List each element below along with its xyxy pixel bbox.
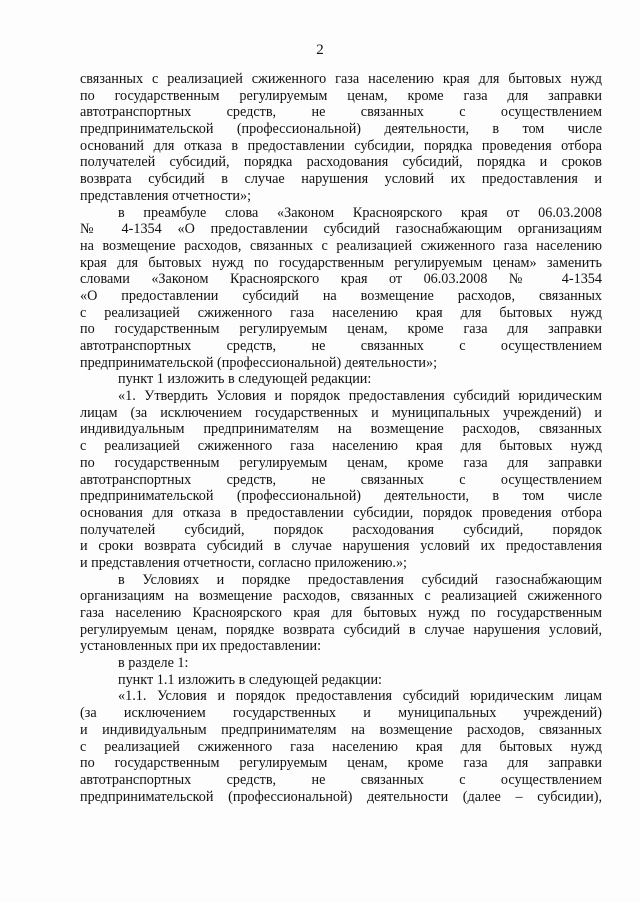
text-line: основания для отказа в предоставлении субсидии, порядок проведения отбора <box>80 504 602 521</box>
text-line: № 4-1354 «О предоставлении субсидий газоснабжающим организациям <box>80 221 602 238</box>
text-line: предпринимательской (профессиональной) деятельности»; <box>80 354 438 371</box>
text-line: представления отчетности»; <box>80 187 252 204</box>
text-line: «1.1. Условия и порядок предоставления субсидий юридическим лицам <box>118 688 602 705</box>
text-line: края для бытовых нужд по государственным регулируемым ценам» заменить <box>80 254 602 271</box>
text-line: с реализацией сжиженного газа населению края для бытовых нужд <box>80 304 602 321</box>
text-line: оснований для отказа в предоставлении субсидии, порядка проведения отбора <box>80 137 602 154</box>
document-body <box>80 71 602 805</box>
text-line: газа населению Красноярского края для бытовых нужд по государственным <box>80 605 602 621</box>
text-line: предпринимательской (профессиональной) деятельности (далее – субсидии), <box>80 788 602 805</box>
text-line: возврата субсидий в случае нарушения условий их предоставления и <box>80 171 602 188</box>
text-line: пункт 1.1 изложить в следующей редакции: <box>118 671 382 688</box>
text-line: индивидуальным предпринимателям на возмещение расходов, связанных <box>80 421 602 438</box>
text-line: и представления отчетности, согласно приложению.»; <box>80 554 408 571</box>
text-line: связанных с реализацией сжиженного газа населению края для бытовых нужд <box>80 71 602 87</box>
text-line: (за исключением государственных и муниципальных учреждений) <box>80 705 602 722</box>
text-line: предпринимательской (профессиональной) деятельности, в том числе <box>80 488 602 505</box>
text-line: автотранспортных средств, не связанных с осуществлением <box>80 338 602 354</box>
text-line: организациям на возмещение расходов, связанных с реализацией сжиженного <box>80 588 602 605</box>
text-line: регулируемым ценам, порядке возврата субсидий в случае нарушения условий, <box>80 621 602 638</box>
text-line: автотранспортных средств, не связанных с осуществлением <box>80 471 602 488</box>
text-line: в разделе 1: <box>118 655 189 672</box>
text-line: в преамбуле слова «Законом Красноярского края от 06.03.2008 <box>118 204 602 221</box>
text-line: получателей субсидий, порядка расходования субсидий, порядка и сроков <box>80 154 602 171</box>
text-line: и индивидуальным предпринимателям на возмещение расходов, связанных <box>80 721 602 738</box>
text-line: с реализацией сжиженного газа населению края для бытовых нужд <box>80 438 602 455</box>
text-line: «1. Утвердить Условия и порядок предоставления субсидий юридическим <box>118 388 602 405</box>
text-line: в Условиях и порядке предоставления субсидий газоснабжающим <box>118 571 602 588</box>
text-line: получателей субсидий, порядок расходования субсидий, порядок <box>80 521 602 538</box>
text-line: предпринимательской (профессиональной) деятельности, в том числе <box>80 121 602 138</box>
text-line: по государственным регулируемым ценам, кроме газа для заправки <box>80 755 602 772</box>
text-line: и сроки возврата субсидий в случае нарушения условий их предоставления <box>80 538 602 555</box>
text-line: автотранспортных средств, не связанных с осуществлением <box>80 771 602 788</box>
text-line: по государственным регулируемым ценам, кроме газа для заправки <box>80 454 602 471</box>
text-line: установленных при их предоставлении: <box>80 638 322 655</box>
text-line: «О предоставлении субсидий на возмещение расходов, связанных <box>80 287 602 304</box>
page-number: 2 <box>316 42 324 58</box>
text-line: по государственным регулируемым ценам, кроме газа для заправки <box>80 321 602 338</box>
text-line: словами «Законом Красноярского края от 06.03.2008 № 4-1354 <box>80 271 602 288</box>
text-line: пункт 1 изложить в следующей редакции: <box>118 371 372 388</box>
text-line: с реализацией сжиженного газа населению края для бытовых нужд <box>80 738 602 755</box>
text-line: по государственным регулируемым ценам, кроме газа для заправки <box>80 87 602 104</box>
text-line: автотранспортных средств, не связанных с осуществлением <box>80 104 602 121</box>
text-line: лицам (за исключением государственных и муниципальных учреждений) и <box>80 404 602 421</box>
text-line: на возмещение расходов, связанных с реализацией сжиженного газа населению <box>80 237 602 254</box>
